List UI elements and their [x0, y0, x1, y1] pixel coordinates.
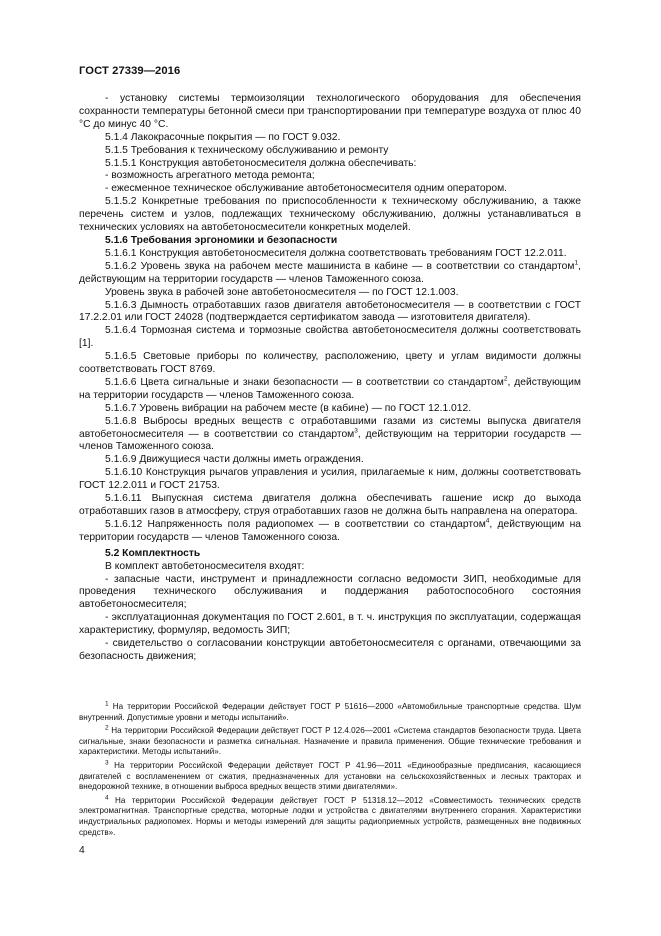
- paragraph: [79, 638, 581, 664]
- paragraph: [79, 325, 581, 351]
- paragraph-text-cont: , действующим на территории государств — членов Таможенного союза.: [79, 260, 581, 285]
- paragraph-text: 5.1.6 Требования эргономики и безопасности: [105, 234, 338, 246]
- paragraph-text: 5.1.6.9 Движущиеся части должны иметь ограждения.: [105, 454, 364, 466]
- paragraph: [79, 519, 581, 545]
- paragraph-text: 5.1.6.5 Световые приборы по количеству, расположению, цвету и углам видимости должны соответствовать ГОСТ 8769.: [79, 351, 581, 376]
- document-header: ГОСТ 27339—2016: [79, 65, 181, 77]
- main-text: [79, 93, 581, 664]
- paragraph: [79, 132, 581, 145]
- footnote: [79, 702, 581, 723]
- paragraph: [79, 93, 581, 132]
- paragraph-text-cont: , действующим на территории государств — членов Таможенного союза.: [79, 518, 581, 543]
- paragraph-text: 5.1.6.4 Тормозная система и тормозные свойства автобетоносмесителя должны соответствовать [1].: [79, 325, 581, 350]
- paragraph-text: 5.1.6.11 Выпускная система двигателя должна обеспечивать гашение искр до выхода отработавших газов в атмосферу, струя отработавших газов не должна быть направлена на оператора.: [79, 493, 581, 517]
- footnote-ref: 3: [354, 427, 358, 435]
- paragraph-text: 5.1.5.1 Конструкция автобетоносмесителя должна обеспечивать:: [105, 157, 417, 169]
- footnote-text: На территории Российской Федерации действует ГОСТ Р 51616—2000 «Автомобильные транспортные средства. Шум внутренний. Допустимые уровни и методы испытаний».: [79, 702, 581, 722]
- paragraph: [79, 403, 581, 416]
- section-heading: [79, 548, 581, 561]
- paragraph: [79, 454, 581, 467]
- paragraph: [79, 377, 581, 403]
- paragraph-text: 5.1.6.2 Уровень звука на рабочем месте машиниста в кабине — в соответствии со стандартом: [105, 260, 575, 272]
- footnote: [79, 726, 581, 758]
- footnote-ref: 1: [574, 259, 579, 267]
- paragraph: [79, 574, 581, 613]
- footnote-number: 2: [105, 724, 109, 732]
- paragraph: [79, 300, 581, 326]
- footnote-text: На территории Российской Федерации действует ГОСТ Р 12.4.026—2001 «Система стандартов безопасности труда. Цвета сигнальные, знаки безопасности и разметка сигнальная. Назначение и правила применения. Общие технические требования и характеристики. Методы испытаний».: [79, 726, 581, 757]
- paragraph: [79, 158, 581, 171]
- paragraph: [79, 196, 581, 235]
- paragraph: [79, 183, 581, 196]
- paragraph-text: - возможность агрегатного метода ремонта;: [105, 170, 315, 182]
- paragraph-text: - установку системы термоизоляции технологического оборудования для обеспечения сохранности температуры бетонной смеси при транспортировании при температуре воздуха от плюс 40 °С до минус 40 °С.: [79, 93, 581, 130]
- paragraph-text: 5.1.5 Требования к техническому обслуживанию и ремонту: [105, 144, 389, 156]
- paragraph-text: 5.1.5.2 Конкретные требования по приспособленности к техническому обслуживанию, а также перечень систем и узлов, подлежащих техническому обслуживанию, должны устанавливаться в технических условиях на автобетоносмесители конкретных моделей.: [79, 196, 581, 234]
- paragraph-text: 5.1.6.8 Выбросы вредных веществ с отработавшими газами из системы выпуска двигателя автобетоносмесителя — в соответствии со стандартом: [79, 415, 581, 440]
- paragraph: [79, 467, 581, 493]
- paragraph: [79, 261, 581, 287]
- footnote-number: 4: [105, 794, 109, 802]
- paragraph-text: 5.1.6.3 Дымность отработавших газов двигателя автобетоносмесителя — в соответствии с ГОСТ 17.2.2.01 или ГОСТ 24028 (подтверждается сертификатом завода — изготовителя двигателя).: [79, 299, 581, 324]
- paragraph: [79, 561, 581, 574]
- footnote: [79, 796, 581, 838]
- paragraph-text: В комплект автобетоносмесителя входят:: [105, 560, 305, 572]
- paragraph: [79, 170, 581, 183]
- section-heading: [79, 235, 581, 248]
- footnote-text: На территории Российской Федерации действует ГОСТ Р 41.96—2011 «Единообразные предписания, касающиеся двигателей с воспламенением от сжатия, предназначенных для установки на сельскохозяйственных и лесных тракторах и внедорожной технике, в отношении выброса вредных веществ этими двигателями».: [79, 760, 581, 792]
- paragraph-text-cont: , действующим на территории государств — членов Таможенного союза.: [79, 376, 581, 401]
- paragraph: [79, 612, 581, 638]
- paragraph-text: - ежесменное техническое обслуживание автобетоносмесителя одним оператором.: [105, 183, 508, 195]
- paragraph: [79, 145, 581, 158]
- page-number: 4: [79, 845, 85, 856]
- footnote-number: 1: [105, 700, 109, 708]
- paragraph-text: 5.1.6.6 Цвета сигнальные и знаки безопасности — в соответствии со стандартом: [105, 376, 504, 388]
- paragraph: [79, 287, 581, 300]
- paragraph: [79, 351, 581, 377]
- paragraph-text: 5.2 Комплектность: [105, 547, 201, 559]
- paragraph-text: 5.1.4 Лакокрасочные покрытия — по ГОСТ 9.032.: [105, 131, 341, 143]
- footnote-ref: 2: [503, 375, 508, 383]
- paragraph-text: 5.1.6.7 Уровень вибрации на рабочем месте (в кабине) — по ГОСТ 12.1.012.: [105, 402, 472, 414]
- paragraph-text: - запасные части, инструмент и принадлежности согласно ведомости ЗИП, необходимые для проведения технического обслуживания и поддержания работоспособного состояния автобетоносмесителя;: [79, 573, 581, 611]
- paragraph-text: 5.1.6.1 Конструкция автобетоносмесителя должна соответствовать требованиям ГОСТ 12.2.011.: [105, 247, 567, 259]
- paragraph-text-cont: , действующим на территории государств — членов Таможенного союза.: [79, 428, 581, 453]
- paragraph: [79, 248, 581, 261]
- footnote: [79, 761, 581, 793]
- paragraph: [79, 416, 581, 455]
- paragraph-text: Уровень звука в рабочей зоне автобетоносмесителя — по ГОСТ 12.1.003.: [105, 286, 459, 298]
- paragraph-text: 5.1.6.10 Конструкция рычагов управления и усилия, прилагаемые к ним, должны соответствовать ГОСТ 12.2.011 и ГОСТ 21753.: [79, 467, 581, 492]
- footnote-number: 3: [105, 759, 109, 767]
- footnote-text: На территории Российской Федерации действует ГОСТ Р 51318.12—2012 «Совместимость технических средств электромагнитная. Транспортные средства, моторные лодки и устройства с двигателями внутреннего сгорания. Характеристики индустриальных радиопомех. Нормы и методы измерений для защиты радиоприемных устройств, размещенных вне подвижных средств».: [79, 795, 581, 837]
- paragraph-text: - свидетельство о согласовании конструкции автобетоносмесителя с органами, отвечающими за безопасность движения;: [79, 638, 581, 662]
- paragraph-text: 5.1.6.12 Напряженность поля радиопомех — в соответствии со стандартом: [105, 518, 486, 530]
- paragraph-text: - эксплуатационная документация по ГОСТ 2.601, в т. ч. инструкция по эксплуатации, содержащая характеристику, формуляр, ведомость ЗИП;: [79, 612, 581, 637]
- footnotes: [79, 702, 581, 841]
- footnote-ref: 4: [485, 517, 490, 525]
- paragraph: [79, 493, 581, 519]
